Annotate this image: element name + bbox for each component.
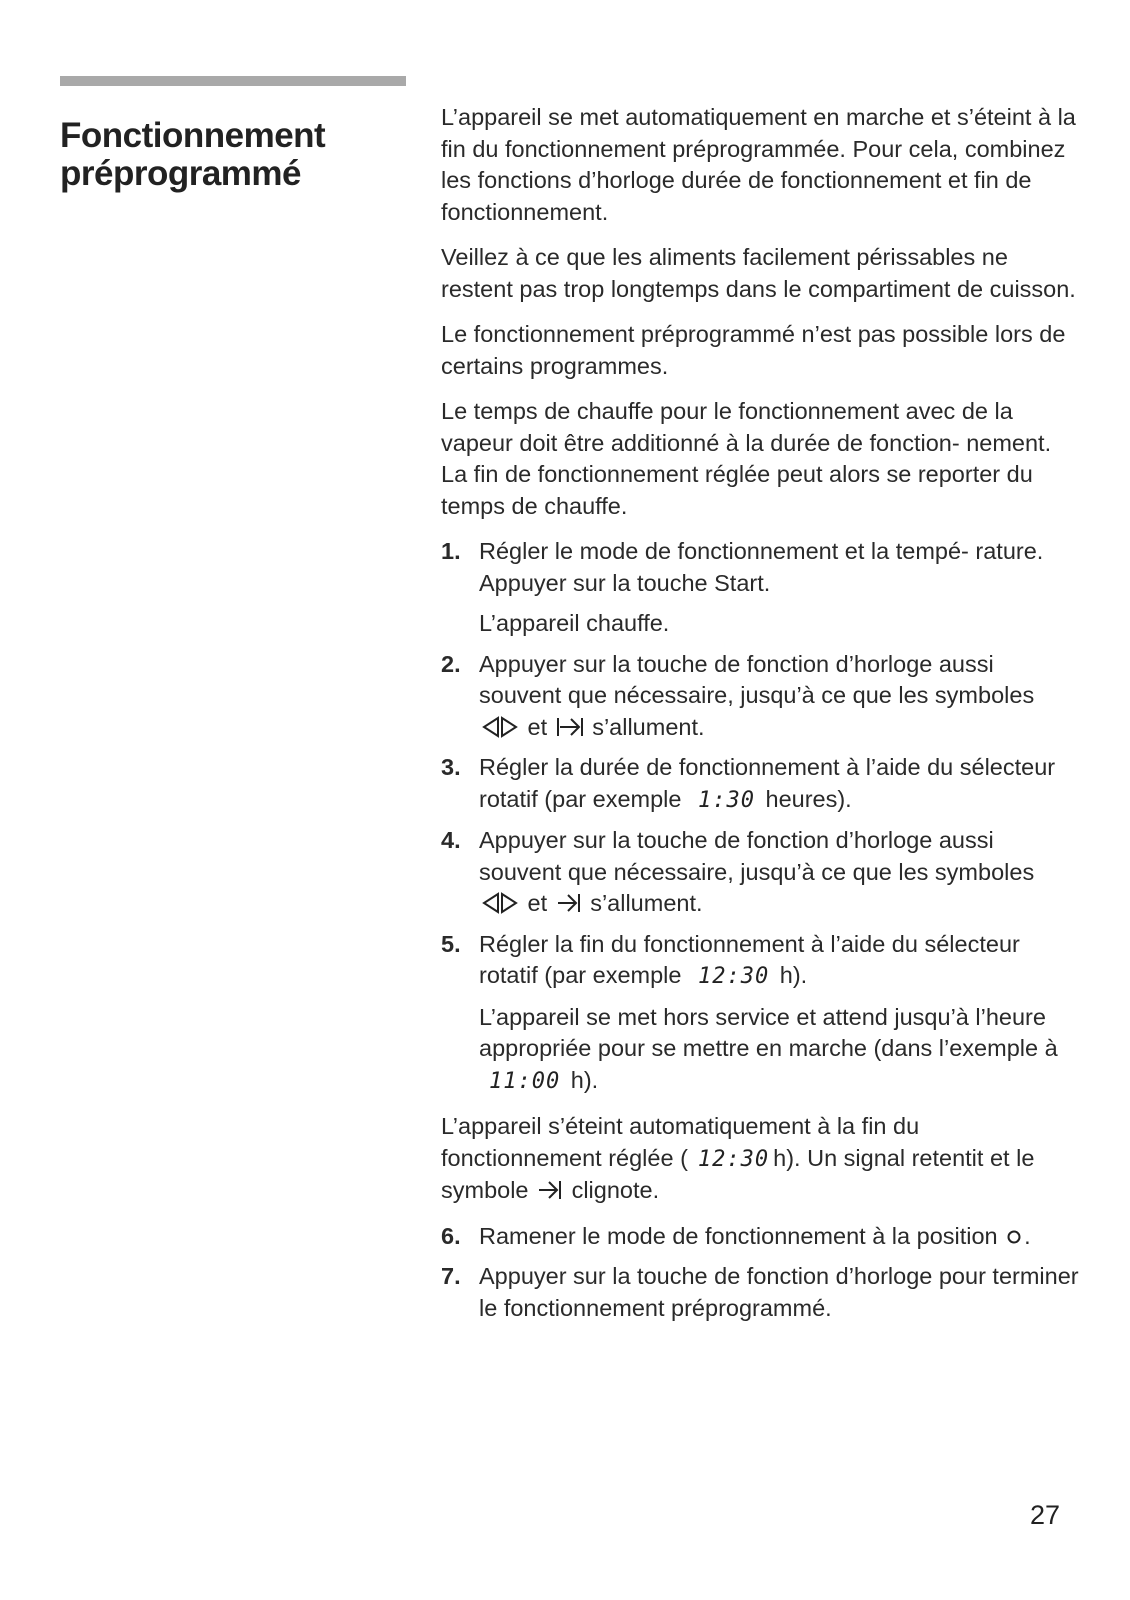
step-6 <box>441 1221 1081 1253</box>
step-result-text: h). <box>570 1066 599 1093</box>
step-text: et <box>527 713 548 740</box>
intro-paragraph-4: Le temps de chauffe pour le fonctionnement avec de la vapeur doit être additionné à la durée de fonction- nement. La fin de fonctionnement réglée peut alors se reporter du temps de chauffe. <box>441 398 1052 519</box>
step-text: Appuyer sur la touche de fonction d’horloge aussi souvent que nécessaire, jusqu’à ce que les symboles <box>479 827 1035 885</box>
step-number: 7. <box>441 1263 461 1289</box>
step-number: 1. <box>441 538 461 564</box>
step-number: 4. <box>441 827 461 853</box>
intro-paragraph-3: Le fonctionnement préprogrammé n’est pas possible lors de certains programmes. <box>441 321 1066 379</box>
step-2 <box>441 649 1081 744</box>
end-time-icon <box>556 892 582 914</box>
step-text: Régler la fin du fonctionnement à l’aide du sélecteur rotatif (par exemple <box>479 930 1020 988</box>
body-content <box>441 102 1081 1333</box>
display-readout: 1:30 <box>697 787 755 813</box>
step-number: 6. <box>441 1222 461 1249</box>
step-number: 5. <box>441 930 461 957</box>
step-text: Appuyer sur la touche de fonction d’horloge aussi souvent que nécessaire, jusqu’à ce que les symboles <box>479 650 1035 708</box>
step-result: L’appareil chauffe. <box>479 610 670 636</box>
step-number: 3. <box>441 754 461 780</box>
step-text: Appuyer sur la touche de fonction d’horloge pour terminer le fonctionnement préprogrammé. <box>479 1263 1079 1321</box>
off-position-icon <box>1006 1229 1022 1245</box>
display-readout: 11:00 <box>489 1068 561 1094</box>
end-time-icon <box>537 1179 563 1201</box>
step-text: heures). <box>765 785 852 812</box>
step-4 <box>441 825 1081 920</box>
duration-icon <box>481 892 519 914</box>
step-text: . <box>1024 1222 1031 1249</box>
step-text: Ramener le mode de fonctionnement à la position <box>479 1222 998 1249</box>
page-number: 27 <box>1030 1500 1061 1530</box>
heading-rule <box>60 76 406 86</box>
step-3 <box>441 752 1081 816</box>
note-text: h). Un signal retentit et le symbole <box>441 1144 1035 1203</box>
page-title-line-2: préprogrammé <box>60 154 302 194</box>
step-result <box>479 1002 1081 1098</box>
step-5 <box>441 929 1081 1098</box>
display-readout: 12:30 <box>697 964 770 989</box>
step-text: s’allument. <box>592 713 705 740</box>
step-number: 2. <box>441 650 461 677</box>
step-text: h). <box>779 962 808 988</box>
step-text: Régler le mode de fonctionnement et la tempé- rature. Appuyer sur la touche Start. <box>479 538 1044 596</box>
step-result-text: L’appareil se met hors service et attend jusqu’à l’heure appropriée pour se mettre en marche (dans l’exemple à <box>479 1003 1058 1061</box>
page-title <box>60 117 420 193</box>
step-text: Régler la durée de fonctionnement à l’aide du sélecteur rotatif (par exemple <box>479 754 1056 812</box>
note-text: clignote. <box>571 1177 660 1203</box>
display-readout: 12:30 <box>697 1146 770 1172</box>
note-paragraph <box>441 1111 1081 1207</box>
page-title-line-1: Fonctionnement <box>60 116 326 156</box>
duration-icon <box>481 716 519 738</box>
step-1 <box>441 536 1081 640</box>
note-text: L’appareil s’éteint automatiquement à la fin du fonctionnement réglée ( <box>441 1113 920 1171</box>
intro-paragraph-2: Veillez à ce que les aliments facilement périssables ne restent pas trop longtemps dans le compartiment de cuisson. <box>441 244 1076 302</box>
end-time-bar-icon <box>556 716 584 738</box>
step-text: s’allument. <box>590 890 703 916</box>
intro-paragraph-1: L’appareil se met automatiquement en marche et s’éteint à la fin du fonctionnement préprogrammée. Pour cela, combinez les fonctions d’horloge durée de fonctionnement et fin de fonctionnement. <box>441 104 1076 225</box>
step-text: et <box>527 890 548 916</box>
step-7 <box>441 1261 1081 1324</box>
